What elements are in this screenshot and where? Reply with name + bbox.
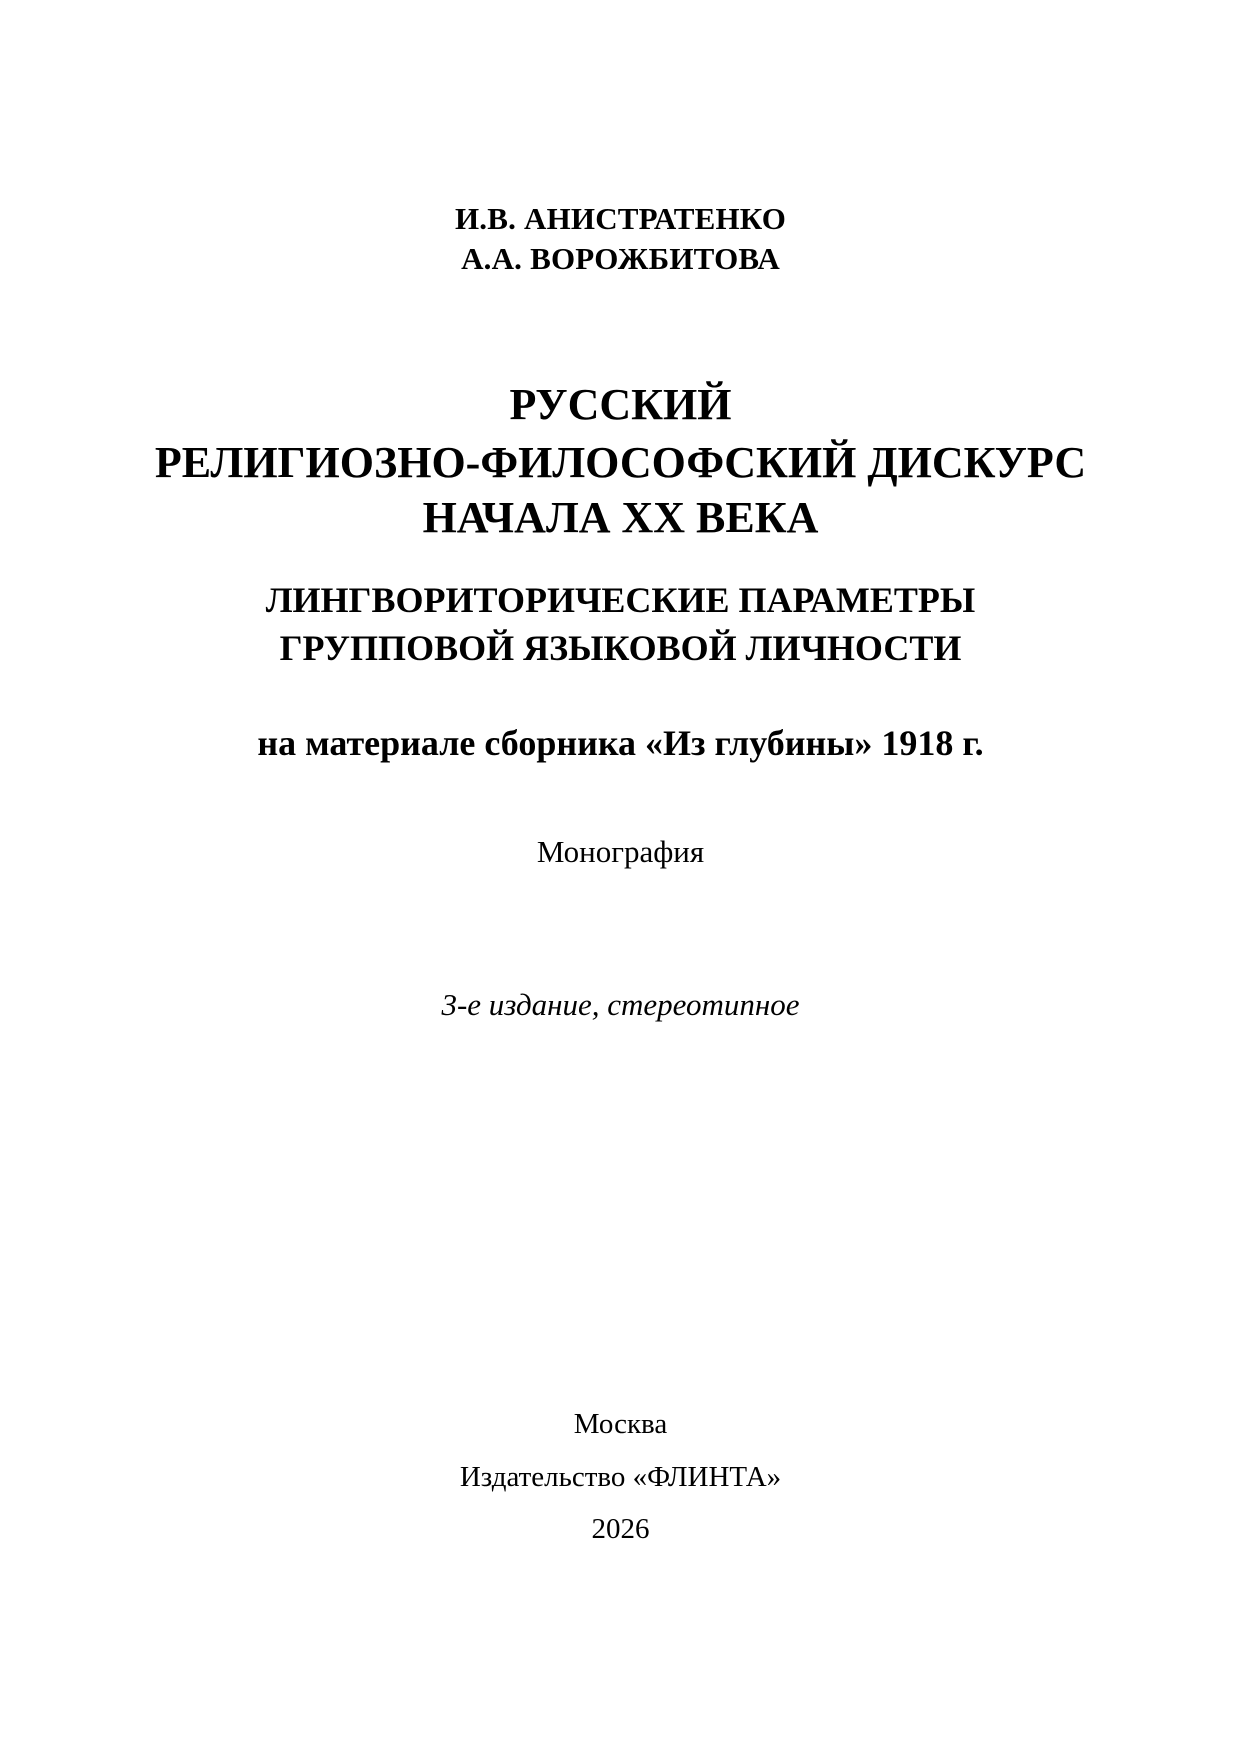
title-line-1: РУССКИЙ (509, 380, 732, 429)
genre-label: Монография (536, 834, 705, 869)
subtitle-line-1: ЛИНГВОРИТОРИЧЕСКИЕ ПАРАМЕТРЫ (265, 580, 976, 620)
imprint-city: Москва (573, 1408, 668, 1440)
imprint-publisher: Издательство «ФЛИНТА» (459, 1461, 782, 1493)
author-1: И.В. АНИСТРАТЕНКО (454, 201, 787, 236)
subtitle-line-2: ГРУППОВОЙ ЯЗЫКОВОЙ ЛИЧНОСТИ (279, 628, 962, 668)
edition-label: 3-е издание, стереотипное (441, 987, 800, 1022)
title-line-3: НАЧАЛА XX ВЕКА (422, 493, 819, 542)
author-2: А.А. ВОРОЖБИТОВА (461, 241, 780, 276)
material-line: на материале сборника «Из глубины» 1918 г. (257, 723, 984, 763)
title-line-2: РЕЛИГИОЗНО-ФИЛОСОФСКИЙ ДИСКУРС (154, 438, 1087, 487)
imprint-year: 2026 (591, 1513, 650, 1545)
